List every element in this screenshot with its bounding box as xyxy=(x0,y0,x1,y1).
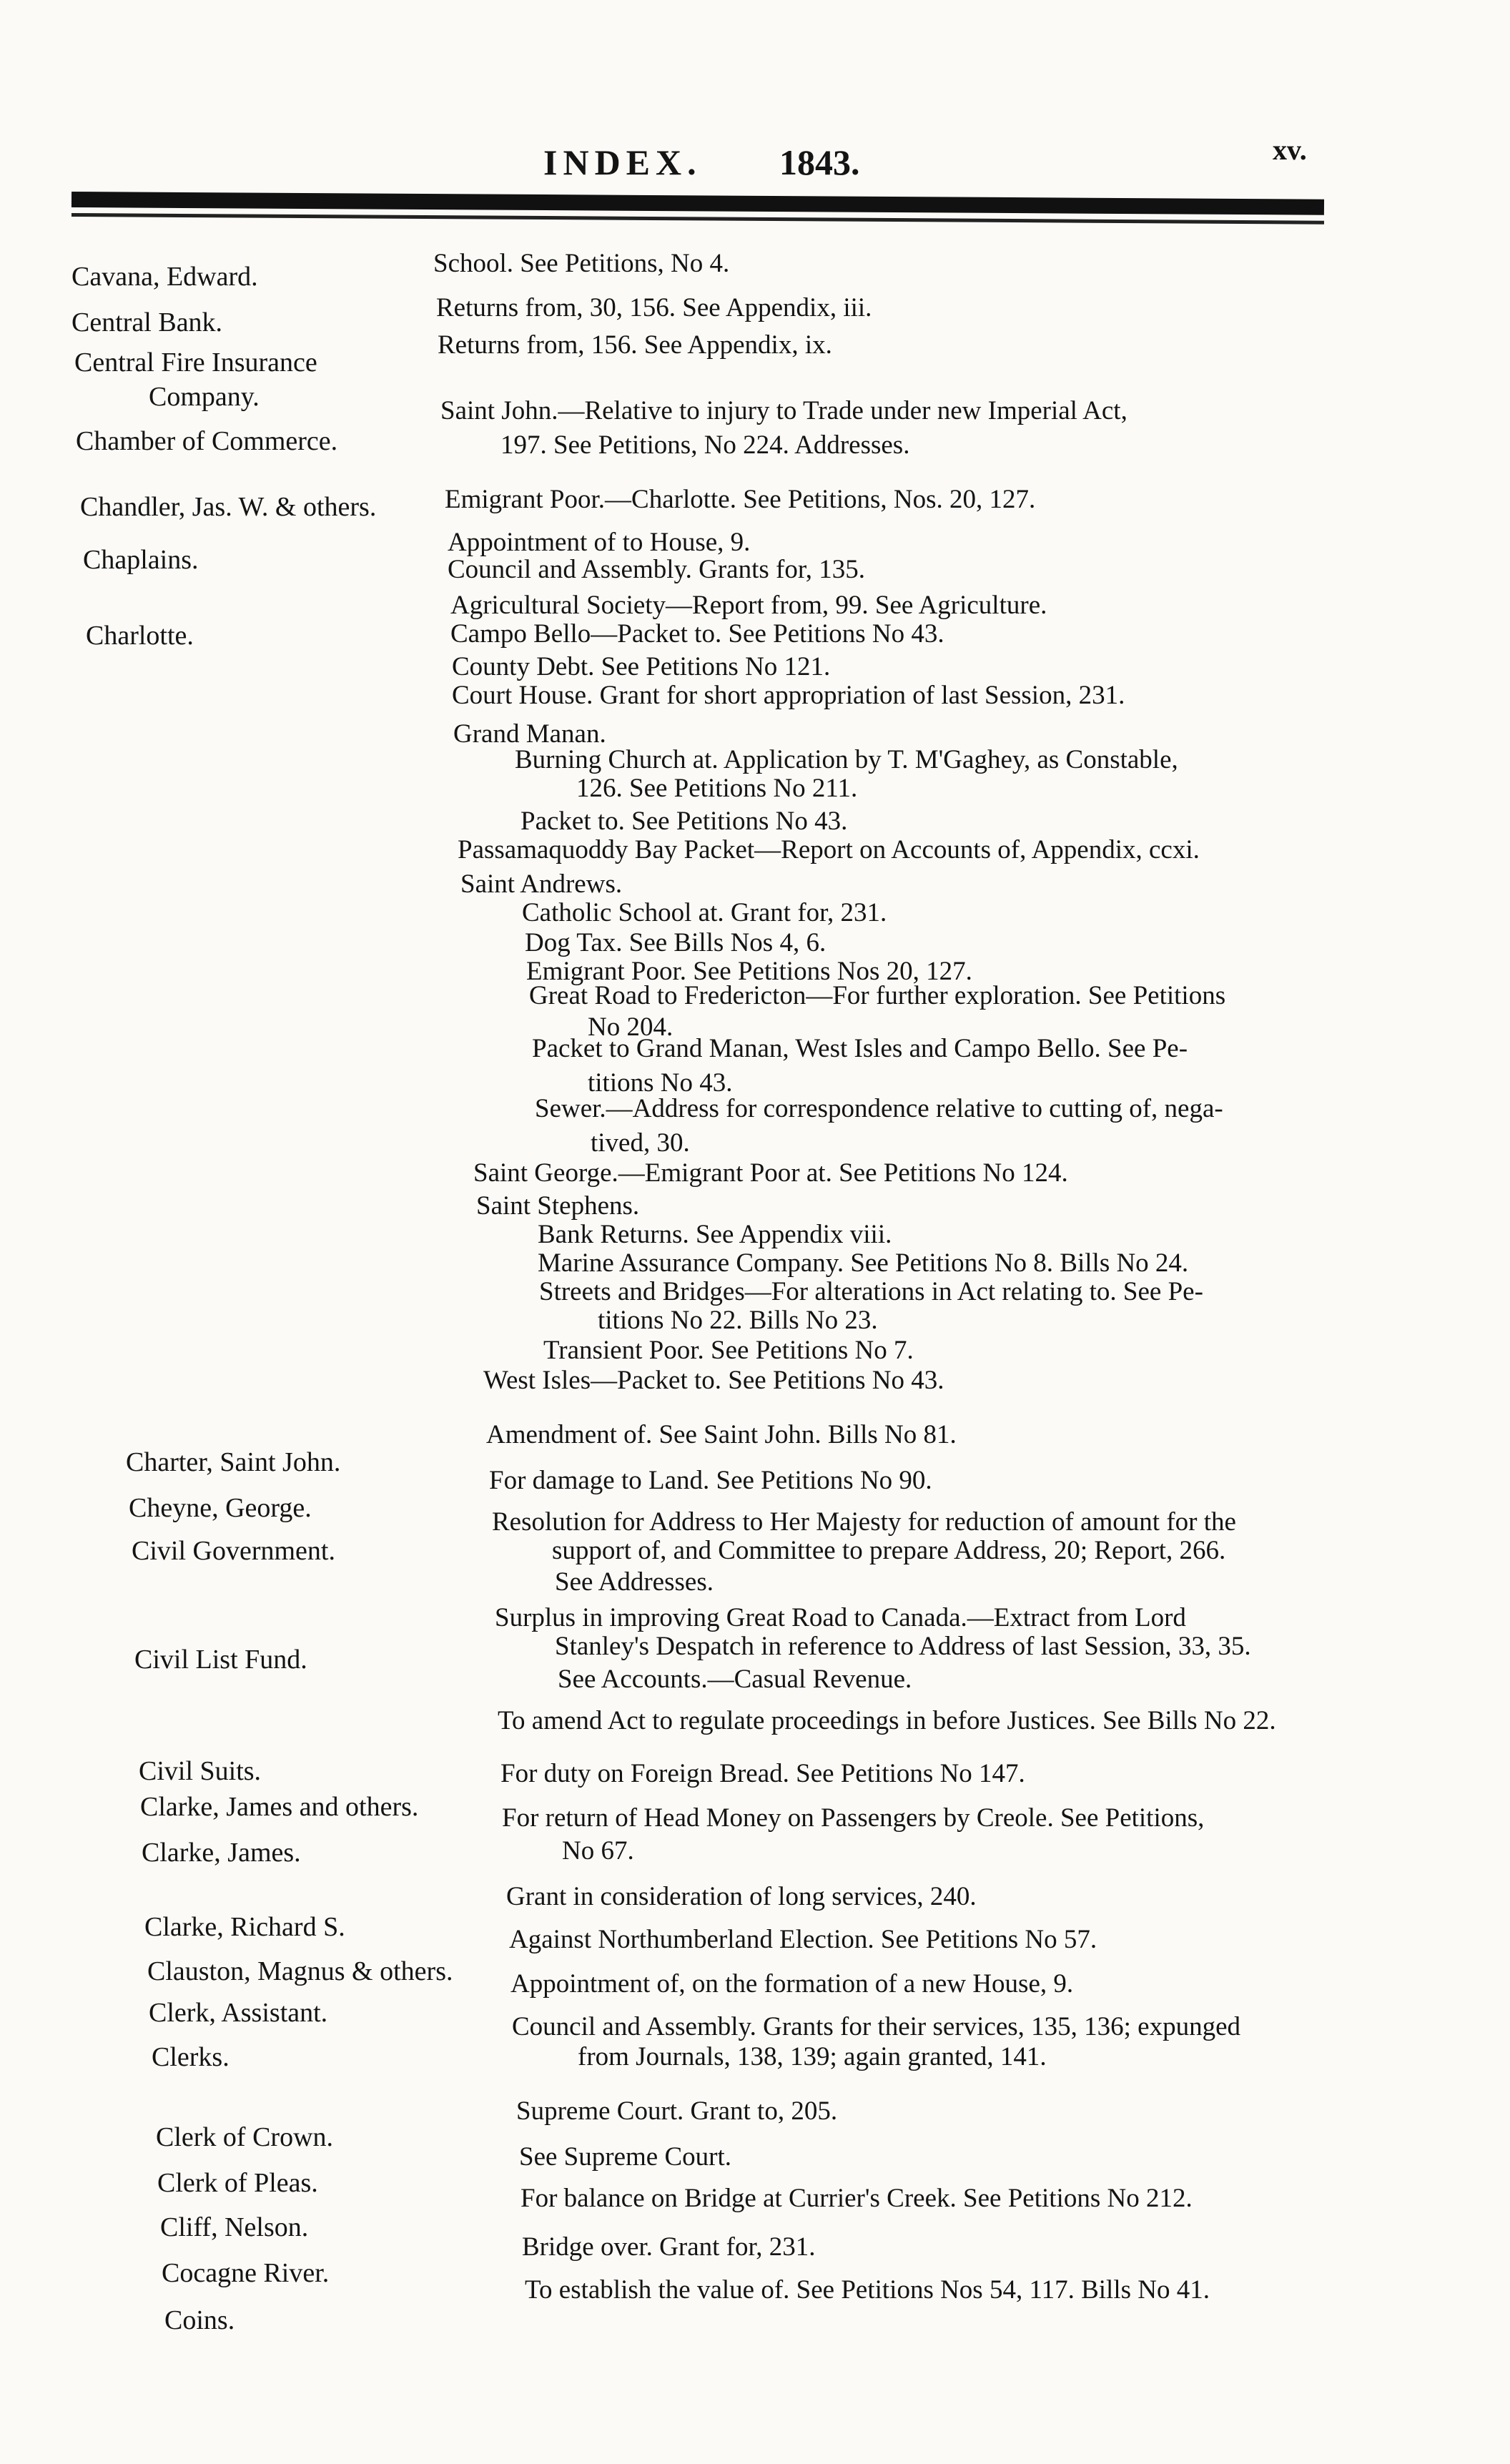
header-rule-thin xyxy=(71,213,1324,225)
index-text: No 204. xyxy=(588,1012,673,1042)
index-name: Central Fire Insurance xyxy=(74,348,317,378)
index-text: To amend Act to regulate proceedings in before Justices. See Bills No 22. xyxy=(498,1706,1276,1735)
index-text: School. See Petitions, No 4. xyxy=(433,249,730,278)
index-name: Clerks. xyxy=(152,2042,230,2072)
index-text: Sewer.—Address for correspondence relative to cutting of, nega- xyxy=(535,1094,1223,1123)
page-number: xv. xyxy=(1273,134,1307,166)
index-text: Appointment of to House, 9. xyxy=(448,528,751,557)
index-name: Clarke, Richard S. xyxy=(144,1912,345,1942)
index-text: Appointment of, on the formation of a new House, 9. xyxy=(510,1969,1074,1999)
index-text: Supreme Court. Grant to, 205. xyxy=(516,2096,838,2126)
index-text: Court House. Grant for short appropriation of last Session, 231. xyxy=(452,681,1125,710)
index-text: Returns from, 156. See Appendix, ix. xyxy=(438,330,832,360)
index-name: Chamber of Commerce. xyxy=(76,426,338,456)
index-text: Amendment of. See Saint John. Bills No 81. xyxy=(486,1420,957,1449)
index-text: For damage to Land. See Petitions No 90. xyxy=(489,1466,932,1495)
index-text: Packet to. See Petitions No 43. xyxy=(520,807,848,836)
index-text: Transient Poor. See Petitions No 7. xyxy=(543,1336,914,1365)
index-text: tived, 30. xyxy=(591,1128,690,1158)
index-text: Grand Manan. xyxy=(453,719,606,749)
index-text: Streets and Bridges—For alterations in Act relating to. See Pe- xyxy=(539,1277,1203,1306)
index-text: Emigrant Poor. See Petitions Nos 20, 127. xyxy=(526,957,972,986)
index-text: Saint John.—Relative to injury to Trade under new Imperial Act, xyxy=(440,396,1127,425)
index-name: Coins. xyxy=(164,2305,235,2335)
index-text: 126. See Petitions No 211. xyxy=(576,774,858,803)
index-name: Civil Suits. xyxy=(139,1756,262,1786)
index-text: For duty on Foreign Bread. See Petitions No 147. xyxy=(500,1759,1025,1788)
index-text: 197. See Petitions, No 224. Addresses. xyxy=(500,430,910,460)
index-name: Cocagne River. xyxy=(162,2258,330,2288)
index-text: Grant in consideration of long services, 240. xyxy=(506,1882,977,1911)
index-name: Charter, Saint John. xyxy=(126,1447,341,1477)
index-name: Clarke, James. xyxy=(142,1838,301,1868)
index-name: Civil Government. xyxy=(132,1536,335,1566)
index-text: Agricultural Society—Report from, 99. See Agriculture. xyxy=(450,591,1047,620)
index-text: County Debt. See Petitions No 121. xyxy=(452,652,831,681)
index-name: Central Bank. xyxy=(71,307,223,337)
index-name: Cliff, Nelson. xyxy=(160,2212,309,2242)
index-name: Chaplains. xyxy=(83,545,199,575)
index-text: West Isles—Packet to. See Petitions No 43. xyxy=(483,1366,944,1395)
index-text: Packet to Grand Manan, West Isles and Campo Bello. See Pe- xyxy=(532,1034,1188,1063)
index-text: See Addresses. xyxy=(555,1567,714,1597)
index-text: Burning Church at. Application by T. M'Gaghey, as Constable, xyxy=(515,745,1178,774)
header-rule-thick xyxy=(71,192,1324,215)
page-year: 1843. xyxy=(779,142,860,182)
index-text: Catholic School at. Grant for, 231. xyxy=(522,898,887,927)
index-text: Marine Assurance Company. See Petitions No 8. Bills No 24. xyxy=(538,1248,1189,1278)
index-text: Passamaquoddy Bay Packet—Report on Accounts of, Appendix, ccxi. xyxy=(458,835,1200,864)
index-text: Against Northumberland Election. See Petitions No 57. xyxy=(509,1925,1097,1954)
index-text: Saint Andrews. xyxy=(460,869,623,899)
index-text: Resolution for Address to Her Majesty for reduction of amount for the xyxy=(492,1507,1236,1537)
index-text: Bridge over. Grant for, 231. xyxy=(522,2232,816,2262)
index-text: To establish the value of. See Petitions Nos 54, 117. Bills No 41. xyxy=(525,2275,1210,2305)
index-text: Stanley's Despatch in reference to Address of last Session, 33, 35. xyxy=(555,1632,1251,1661)
index-text: For balance on Bridge at Currier's Creek. See Petitions No 212. xyxy=(520,2184,1193,2213)
index-name: Cavana, Edward. xyxy=(71,262,258,292)
index-text: support of, and Committee to prepare Address, 20; Report, 266. xyxy=(552,1536,1226,1565)
index-name: Clerk, Assistant. xyxy=(149,1998,328,2028)
index-text: See Supreme Court. xyxy=(519,2142,731,2172)
index-text: Saint Stephens. xyxy=(476,1191,640,1221)
index-name: Clerk of Pleas. xyxy=(157,2168,318,2198)
index-text: titions No 43. xyxy=(588,1068,733,1098)
index-text: Council and Assembly. Grants for, 135. xyxy=(448,555,865,584)
index-name: Civil List Fund. xyxy=(134,1645,307,1675)
index-name: Company. xyxy=(149,382,260,412)
index-text: Saint George.—Emigrant Poor at. See Petitions No 124. xyxy=(473,1158,1068,1188)
index-text: Emigrant Poor.—Charlotte. See Petitions, Nos. 20, 127. xyxy=(445,485,1036,514)
index-text: See Accounts.—Casual Revenue. xyxy=(558,1665,912,1694)
index-text: from Journals, 138, 139; again granted, 141. xyxy=(578,2042,1047,2071)
page-title: INDEX. xyxy=(543,142,702,182)
index-name: Chandler, Jas. W. & others. xyxy=(80,492,377,522)
index-name: Clauston, Magnus & others. xyxy=(147,1956,453,1986)
index-text: Bank Returns. See Appendix viii. xyxy=(538,1220,892,1249)
index-text: Surplus in improving Great Road to Canada.—Extract from Lord xyxy=(495,1603,1186,1632)
index-text: Returns from, 30, 156. See Appendix, iii. xyxy=(436,293,872,322)
index-text: titions No 22. Bills No 23. xyxy=(598,1306,878,1335)
index-name: Clerk of Crown. xyxy=(156,2122,334,2152)
index-text: No 67. xyxy=(562,1836,634,1866)
index-name: Clarke, James and others. xyxy=(140,1792,419,1822)
index-text: Great Road to Fredericton—For further exploration. See Petitions xyxy=(529,981,1226,1010)
index-text: For return of Head Money on Passengers by Creole. See Petitions, xyxy=(502,1803,1205,1833)
index-name: Cheyne, George. xyxy=(129,1493,312,1523)
index-name: Charlotte. xyxy=(86,621,194,651)
index-text: Dog Tax. See Bills Nos 4, 6. xyxy=(525,928,826,957)
index-text: Council and Assembly. Grants for their services, 135, 136; expunged xyxy=(512,2012,1241,2041)
index-text: Campo Bello—Packet to. See Petitions No 43. xyxy=(450,619,944,649)
